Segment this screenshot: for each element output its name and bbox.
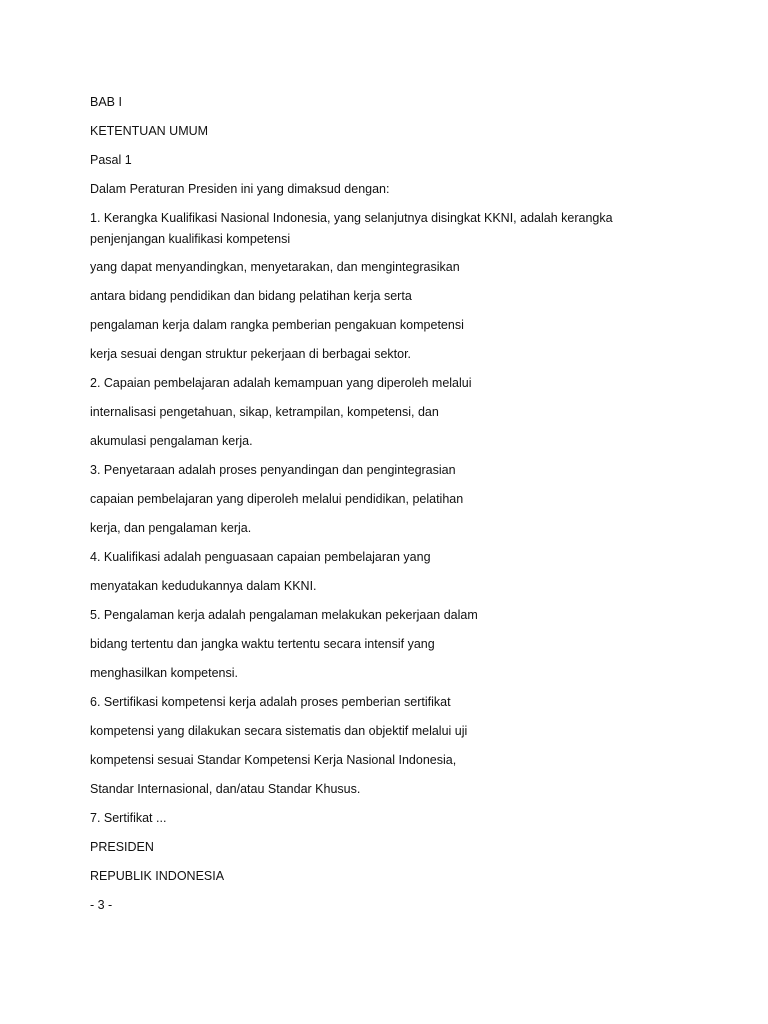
footer-republic: REPUBLIK INDONESIA — [90, 869, 225, 883]
text-line: kerja sesuai dengan struktur pekerjaan di berbagai sektor. — [90, 347, 412, 361]
text-line: penjenjangan kualifikasi kompetensi — [90, 232, 291, 246]
text-line: yang dapat menyandingkan, menyetarakan, dan mengintegrasikan — [90, 260, 460, 274]
text-line: 7. Sertifikat ... — [90, 811, 167, 825]
text-line: menyatakan kedudukannya dalam KKNI. — [90, 579, 317, 593]
text-line: 6. Sertifikasi kompetensi kerja adalah proses pemberian sertifikat — [90, 695, 451, 709]
text-line: menghasilkan kompetensi. — [90, 666, 238, 680]
chapter-title: KETENTUAN UMUM — [90, 124, 209, 138]
text-line: akumulasi pengalaman kerja. — [90, 434, 253, 448]
text-line: bidang tertentu dan jangka waktu tertentu secara intensif yang — [90, 637, 435, 651]
text-line: Standar Internasional, dan/atau Standar Khusus. — [90, 782, 361, 796]
footer-president: PRESIDEN — [90, 840, 154, 854]
text-line: 5. Pengalaman kerja adalah pengalaman melakukan pekerjaan dalam — [90, 608, 478, 622]
text-line: antara bidang pendidikan dan bidang pelatihan kerja serta — [90, 289, 412, 303]
intro-paragraph: Dalam Peraturan Presiden ini yang dimaksud dengan: — [90, 182, 390, 196]
text-line: 4. Kualifikasi adalah penguasaan capaian pembelajaran yang — [90, 550, 431, 564]
text-line: 3. Penyetaraan adalah proses penyandingan dan pengintegrasian — [90, 463, 456, 477]
text-line: kompetensi yang dilakukan secara sistematis dan objektif melalui uji — [90, 724, 468, 738]
text-line: kerja, dan pengalaman kerja. — [90, 521, 252, 535]
text-line: kompetensi sesuai Standar Kompetensi Kerja Nasional Indonesia, — [90, 753, 457, 767]
chapter-heading: BAB I — [90, 95, 122, 109]
text-line: internalisasi pengetahuan, sikap, ketrampilan, kompetensi, dan — [90, 405, 439, 419]
text-line: capaian pembelajaran yang diperoleh melalui pendidikan, pelatihan — [90, 492, 464, 506]
article-heading: Pasal 1 — [90, 153, 132, 167]
text-line: pengalaman kerja dalam rangka pemberian pengakuan kompetensi — [90, 318, 464, 332]
page-number: - 3 - — [90, 898, 113, 912]
text-line: 1. Kerangka Kualifikasi Nasional Indonesia, yang selanjutnya disingkat KKNI, adalah kerangka — [90, 211, 613, 225]
text-line: 2. Capaian pembelajaran adalah kemampuan yang diperoleh melalui — [90, 376, 472, 390]
